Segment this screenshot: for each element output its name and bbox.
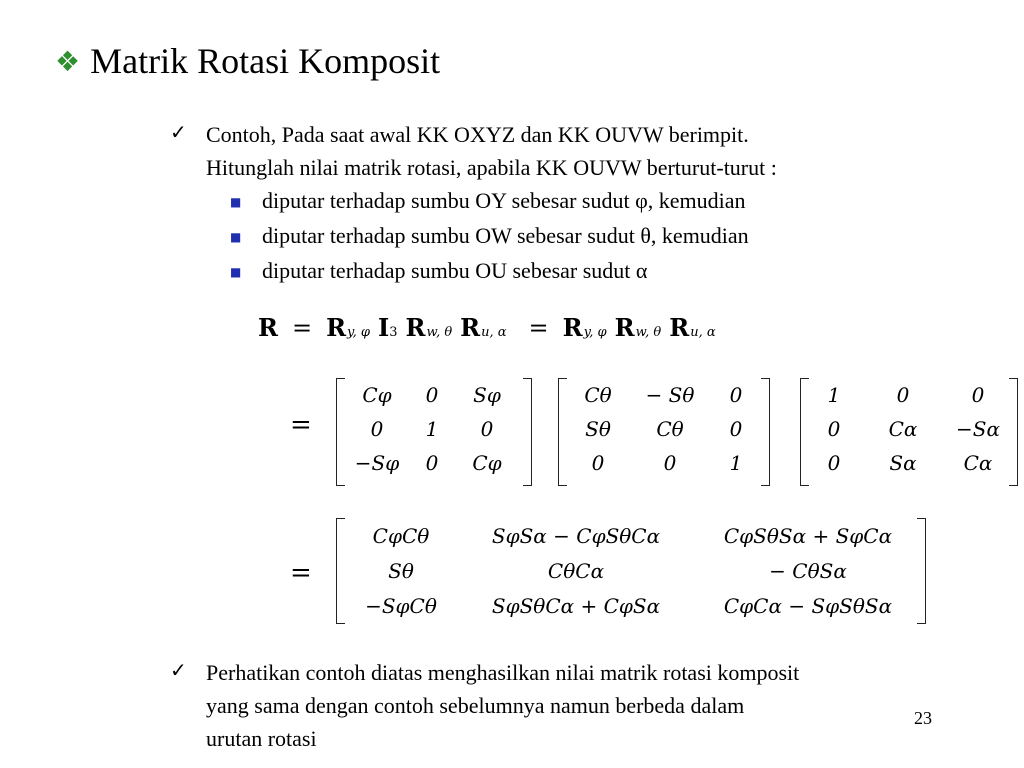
example-line-1: Contoh, Pada saat awal KK OXYZ dan KK OUVW berimpit.	[206, 122, 749, 147]
matrix-cell: Cφ	[472, 451, 502, 475]
checkmark-icon: ✓	[170, 120, 187, 144]
matrix-cell: 1	[425, 417, 439, 441]
matrix-cell: Sφ	[473, 383, 501, 407]
eq-Ru2-sub: u, α	[690, 325, 716, 340]
matrix-cell: 0	[827, 451, 841, 475]
matrix-cell: −Sφ	[354, 451, 400, 475]
eq-Rw2-sub: w, θ	[635, 325, 662, 340]
matrix-cell: Cφ	[362, 383, 392, 407]
matrix-cell: 1	[827, 383, 841, 407]
matrix-composite-result	[336, 518, 926, 624]
page-number: 23	[914, 708, 932, 728]
conclusion-line-1: Perhatikan contoh diatas menghasilkan nilai matrik rotasi komposit	[206, 660, 800, 685]
square-bullet-icon: ■	[230, 230, 242, 244]
matrix-cell: CφCθ	[372, 523, 430, 548]
example-text	[206, 118, 777, 184]
list-item	[230, 254, 970, 289]
eq-R: R	[258, 313, 278, 342]
list-item	[230, 219, 970, 254]
matrix-cell: 0	[425, 383, 439, 407]
matrix-cell: SφSθCα + CφSα	[491, 593, 661, 618]
matrix-cell: Sθ	[388, 558, 414, 583]
matrix-rotation-y	[336, 378, 532, 486]
matrix-cell: Cα	[888, 417, 918, 441]
matrix-cell: 0	[827, 417, 841, 441]
matrix-cell: Cα	[963, 451, 993, 475]
square-bullet-icon: ■	[230, 265, 242, 279]
eq-sign: =	[528, 314, 549, 342]
matrix-cell: CφCα − SφSθSα	[723, 593, 893, 618]
eq-Ru-sub: u, α	[481, 325, 507, 340]
matrix-cell: 0	[729, 383, 743, 407]
conclusion-line-3: urutan rotasi	[206, 726, 317, 751]
conclusion-line-2: yang sama dengan contoh sebelumnya namun berbeda dalam	[206, 693, 745, 718]
eq-Rw: R	[405, 313, 426, 342]
eq-sign-line3: =	[290, 558, 312, 588]
checkmark-icon: ✓	[170, 658, 187, 682]
matrix-cell: 0	[896, 383, 910, 407]
matrix-cell: 0	[480, 417, 494, 441]
matrix-rotation-u	[800, 378, 1018, 486]
matrix-cell: −Sα	[956, 417, 1000, 441]
diamond-bullet-icon: ❖	[55, 44, 81, 78]
matrix-cell: 1	[729, 451, 743, 475]
step-text: diputar terhadap sumbu OW sebesar sudut θ, kemudian	[262, 223, 749, 248]
eq-Rw-sub: w, θ	[426, 325, 453, 340]
eq-Ru2: R	[669, 313, 690, 342]
eq-Ry: R	[326, 313, 347, 342]
eq-Rw2: R	[614, 313, 635, 342]
eq-Ry2: R	[562, 313, 583, 342]
matrix-cell: −SφCθ	[365, 593, 437, 618]
rotation-steps-list	[230, 184, 970, 289]
matrix-cell: Cθ	[584, 383, 612, 407]
composite-rotation-equation	[258, 313, 724, 342]
list-item	[230, 184, 970, 219]
matrix-cell: CθCα	[547, 558, 605, 583]
step-text: diputar terhadap sumbu OY sebesar sudut φ, kemudian	[262, 188, 746, 213]
eq-Ry2-sub: y, φ	[583, 325, 607, 340]
matrix-cell: 0	[663, 451, 677, 475]
slide-title: Matrik Rotasi Komposit	[90, 41, 441, 81]
matrix-cell: 0	[425, 451, 439, 475]
matrix-cell: − CθSα	[769, 558, 847, 583]
example-line-2: Hitunglah nilai matrik rotasi, apabila KK OUVW berturut-turut :	[206, 155, 777, 180]
eq-Ry-sub: y, φ	[347, 325, 371, 340]
square-bullet-icon: ■	[230, 195, 242, 209]
bullet-conclusion	[170, 656, 970, 755]
matrix-cell: Sθ	[585, 417, 611, 441]
matrix-cell: CφSθSα + SφCα	[723, 523, 893, 548]
bullet-example	[170, 118, 970, 289]
eq-sign: =	[291, 314, 313, 342]
eq-Ru: R	[460, 313, 481, 342]
conclusion-text	[206, 656, 799, 755]
eq-sign-line2: =	[290, 410, 312, 440]
eq-I: I	[378, 313, 390, 342]
matrix-cell: − Sθ	[645, 383, 695, 407]
matrix-cell: Cθ	[656, 417, 684, 441]
matrix-cell: 0	[971, 383, 985, 407]
matrix-cell: Sα	[889, 451, 917, 475]
matrix-cell: 0	[729, 417, 743, 441]
matrix-cell: 0	[370, 417, 384, 441]
step-text: diputar terhadap sumbu OU sebesar sudut α	[262, 258, 648, 283]
matrix-cell: SφSα − CφSθCα	[491, 523, 661, 548]
matrix-cell: 0	[591, 451, 605, 475]
slide-title-row	[55, 40, 440, 82]
eq-I-sub: 3	[389, 325, 398, 340]
matrix-rotation-w	[558, 378, 770, 486]
